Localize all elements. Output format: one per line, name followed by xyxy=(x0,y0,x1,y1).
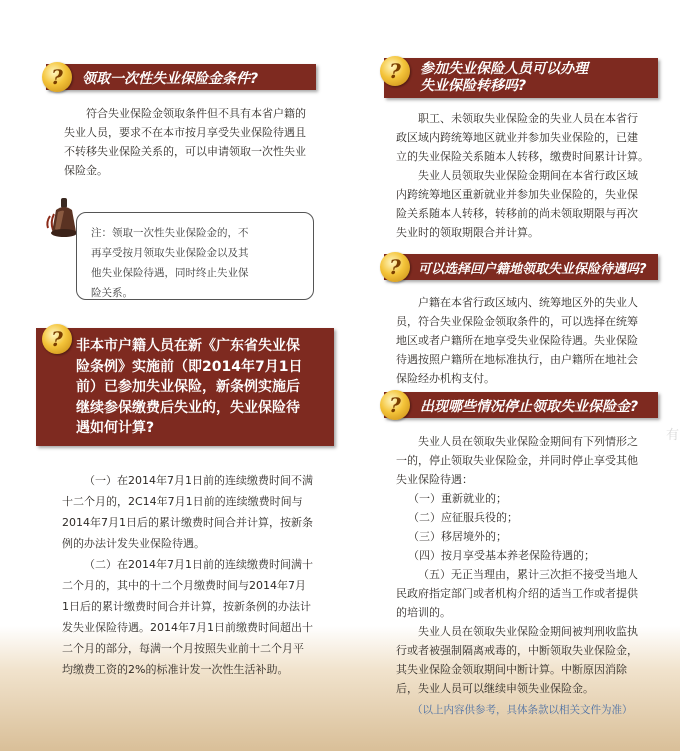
section-banner-hometown xyxy=(384,254,658,280)
text-line: 民政府指定部门或者机构介绍的适当工作或者提供 xyxy=(396,587,638,600)
text-line: （一）在2014年7月1日前的连续缴费时间不满 xyxy=(84,474,313,487)
text-line: 失业人员，要求不在本市按月享受失业保险待遇且 xyxy=(64,126,306,139)
text-line: 十二个月的，2C14年7月1日前的连续缴费时间与 xyxy=(62,495,303,508)
question-icon: ? xyxy=(42,324,72,354)
text-line: 符合失业保险金领取条件但不具有本省户籍的 xyxy=(86,107,306,120)
text-line: 例的办法计发失业保险待遇。 xyxy=(62,537,205,550)
note-line: 他失业保险待遇，同时终止失业保 xyxy=(91,267,249,279)
section-title xyxy=(76,336,328,439)
title-line: 参加失业保险人员可以办理 xyxy=(420,61,588,77)
section-banner-transfer xyxy=(384,58,658,98)
list-item: （一）重新就业的； xyxy=(408,492,507,505)
question-icon: ? xyxy=(42,62,72,92)
text-line: 险关系随本人转移，转移前的尚未领取期限与再次 xyxy=(396,207,638,220)
text-line: 失业时的领取期限合并计算。 xyxy=(396,226,539,239)
text-line: 待遇按照户籍所在地标准执行，由户籍所在地社会 xyxy=(396,353,638,366)
text-line: 2014年7月1日后的累计缴费时间合并计算，按新条 xyxy=(62,516,313,529)
text-line: 的培训的。 xyxy=(396,606,451,619)
text-line: 员，符合失业保险金领取条件的，可以选择在统筹 xyxy=(396,315,638,328)
section-title xyxy=(420,61,588,95)
section-title: 可以选择回户籍地领取失业保险待遇吗? xyxy=(418,262,647,277)
section-banner-lump-sum xyxy=(46,64,316,90)
title-line: 遇如何计算? xyxy=(76,420,155,436)
text-line: 失业人员在领取失业保险金期间有下列情形之 xyxy=(418,435,638,448)
text-line: 均缴费工资的2%的标准计发一次性生活补助。 xyxy=(62,663,289,676)
text-line: 其失业保险金领取期间中断计算。中断原因消除 xyxy=(396,663,627,676)
text-line: （五）无正当理由，累计三次拒不接受当地人 xyxy=(418,568,638,581)
text-line: 失业保险待遇： xyxy=(396,473,473,486)
text-line: 户籍在本省行政区域内、统筹地区外的失业人 xyxy=(418,296,638,309)
note-line: 注：领取一次性失业保险金的，不 xyxy=(91,227,249,239)
note-box xyxy=(76,212,314,300)
text-line: 政区域内跨统筹地区就业并参加失业保险的，已建 xyxy=(396,131,638,144)
list-item: （四）按月享受基本养老保险待遇的； xyxy=(408,549,595,562)
text-line: 二个月的部分，每满一个月按照失业前十二个月平 xyxy=(62,642,304,655)
text-line: 职工、未领取失业保险金的失业人员在本省行 xyxy=(418,112,638,125)
text-line: 1日后的累计缴费时间合并计算，按新条例的办法计 xyxy=(62,600,311,613)
section-title: 出现哪些情况停止领取失业保险金? xyxy=(420,399,639,415)
section-title: 领取一次性失业保险金条件? xyxy=(82,71,259,87)
text-line: 立的失业保险关系随本人转移，缴费时间累计计算。 xyxy=(396,150,649,163)
note-line: 险关系。 xyxy=(91,287,133,299)
question-icon: ? xyxy=(380,56,410,86)
text-line: 后，失业人员可以继续申领失业保险金。 xyxy=(396,682,594,695)
title-line: 险条例》实施前（即2014年7月1日 xyxy=(76,358,303,375)
section-banner-stop xyxy=(384,392,658,418)
text-line: 地区或者户籍所在地享受失业保险待遇。失业保险 xyxy=(396,334,638,347)
text-line: 行或者被强制隔离戒毒的，中断领取失业保险金， xyxy=(396,644,638,657)
title-line: 继续参保缴费后失业的，失业保险待 xyxy=(76,399,300,416)
text-line: （二）在2014年7月1日前的连续缴费时间满十 xyxy=(84,558,313,571)
list-item: （二）应征服兵役的； xyxy=(408,511,518,524)
text-line: 保险金。 xyxy=(64,164,108,177)
section-banner-non-local xyxy=(36,328,334,446)
question-icon: ? xyxy=(380,390,410,420)
title-line: 非本市户籍人员在新《广东省失业保 xyxy=(76,338,300,354)
text-line: 发失业保险待遇。2014年7月1日前缴费时间超出十 xyxy=(62,621,313,634)
text-line: 保险经办机构支付。 xyxy=(396,372,495,385)
title-line: 前）已参加失业保险，新条例实施后 xyxy=(76,379,300,395)
edge-text: 有 xyxy=(666,428,680,443)
title-line: 失业保险转移吗? xyxy=(420,78,527,94)
footnote: （以上内容供参考，具体条款以相关文件为准） xyxy=(412,704,633,716)
text-line: 失业人员在领取失业保险金期间被判刑收监执 xyxy=(418,625,638,638)
text-line: 内跨统筹地区重新就业并参加失业保险的，失业保 xyxy=(396,188,638,201)
question-icon: ? xyxy=(380,252,410,282)
text-line: 一的，停止领取失业保险金，并同时停止享受其他 xyxy=(396,454,638,467)
note-line: 再享受按月领取失业保险金以及其 xyxy=(91,247,249,259)
list-item: （三）移居境外的； xyxy=(408,530,507,543)
text-line: 不转移失业保险关系的，可以申请领取一次性失业 xyxy=(64,145,306,158)
text-line: 二个月的，其中的十二个月缴费时间与2014年7月 xyxy=(62,579,306,592)
text-line: 失业人员领取失业保险金期间在本省行政区域 xyxy=(418,169,638,182)
